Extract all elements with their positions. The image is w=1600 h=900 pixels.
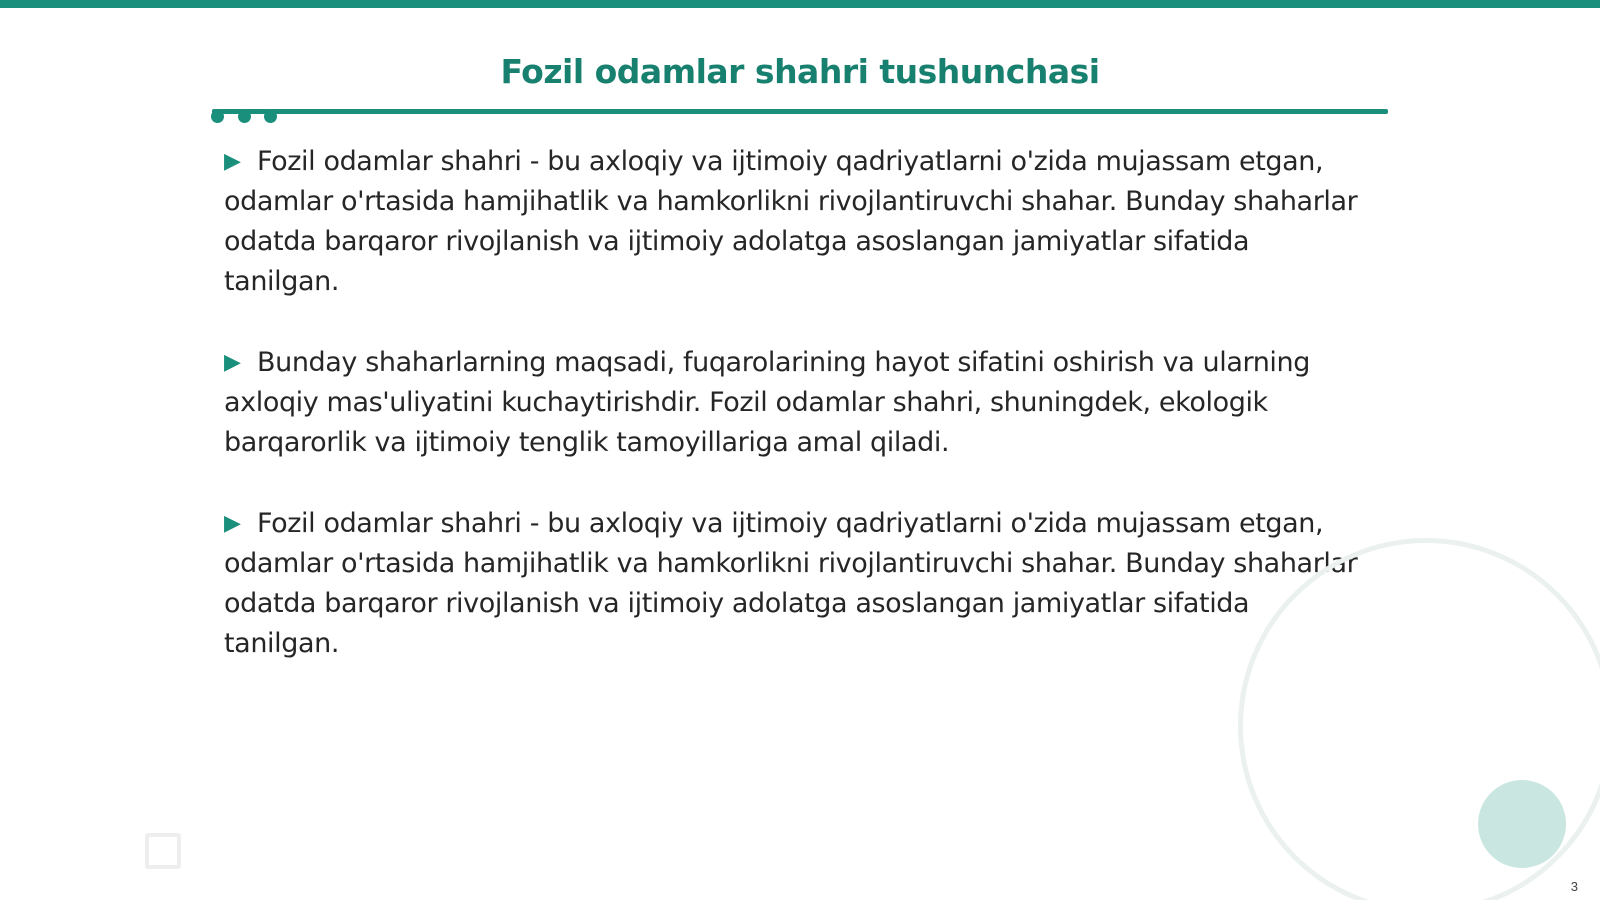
- bullet-text: Bunday shaharlarning maqsadi, fuqarolarining hayot sifatini oshirish va ularning axloqiy mas'uliyatini kuchaytirishdir. Fozil odamlar shahri, shuningdek, ekologik barqarorlik va ijtimoiy tenglik tamoyillariga amal qiladi.: [224, 347, 1310, 458]
- slide-title: Fozil odamlar shahri tushunchasi: [500, 52, 1100, 91]
- bullet-item: [224, 504, 1364, 664]
- title-underline: [212, 109, 1388, 114]
- bullet-arrow-icon: ▶: [224, 149, 241, 174]
- bullet-text: Fozil odamlar shahri - bu axloqiy va ijtimoiy qadriyatlarni o'zida mujassam etgan, odamlar o'rtasida hamjihatlik va hamkorlikni rivojlantiruvchi shahar. Bunday shaharlar odatda barqaror rivojlanish va ijtimoiy adolatga asoslangan jamiyatlar sifatida tanilgan.: [224, 508, 1358, 659]
- bullet-item: [224, 142, 1364, 302]
- decorative-dot: [238, 110, 251, 123]
- decorative-dot: [211, 110, 224, 123]
- top-accent-bar: [0, 0, 1600, 8]
- bullet-item: [224, 343, 1364, 463]
- decorative-circle: [1478, 780, 1566, 868]
- bullet-text: Fozil odamlar shahri - bu axloqiy va ijtimoiy qadriyatlarni o'zida mujassam etgan, odamlar o'rtasida hamjihatlik va hamkorlikni rivojlantiruvchi shahar. Bunday shaharlar odatda barqaror rivojlanish va ijtimoiy adolatga asoslangan jamiyatlar sifatida tanilgan.: [224, 146, 1358, 297]
- decorative-square: [145, 833, 181, 869]
- decorative-dot: [264, 110, 277, 123]
- bullet-arrow-icon: ▶: [224, 350, 241, 375]
- slide-number: 3: [1570, 879, 1578, 894]
- bullet-arrow-icon: ▶: [224, 511, 241, 536]
- bullet-list: [224, 142, 1364, 705]
